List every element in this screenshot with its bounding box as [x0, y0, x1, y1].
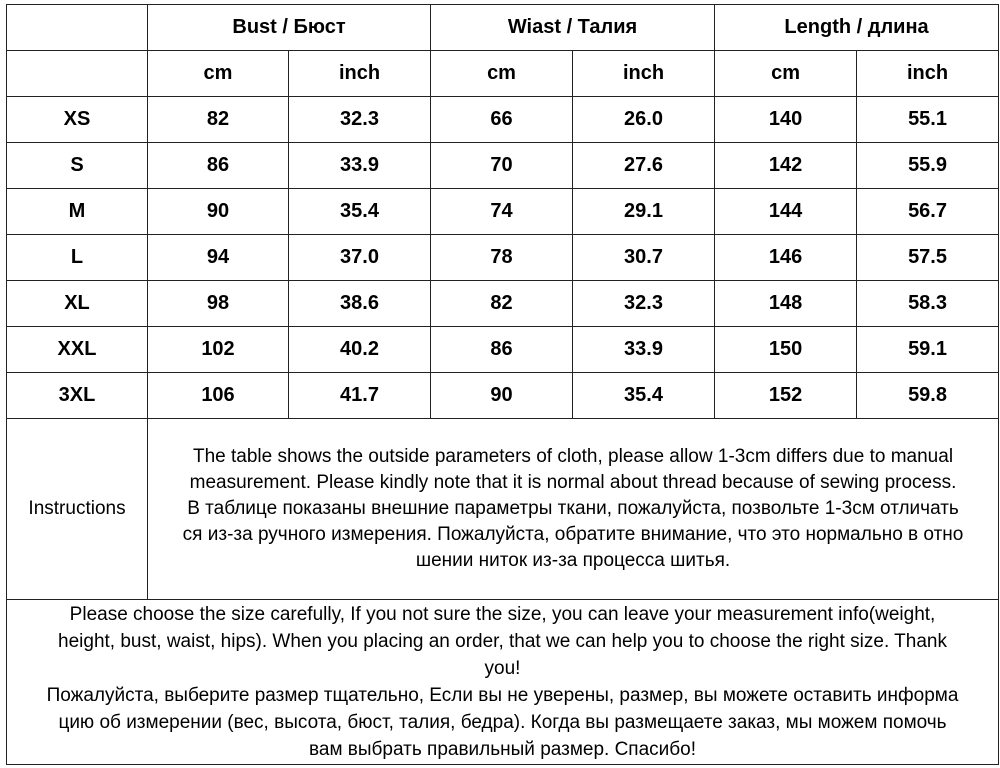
size-label: L: [7, 235, 148, 281]
bust-cm-cell: 98: [148, 281, 289, 327]
bust-cm-cell: 94: [148, 235, 289, 281]
waist-cm-cell: 82: [431, 281, 573, 327]
length-inch-cell: 58.3: [857, 281, 999, 327]
size-label: XL: [7, 281, 148, 327]
waist-inch-cell: 35.4: [573, 373, 715, 419]
instructions-line: В таблице показаны внешние параметры ткани, пожалуйста, позвольте 1-3см отличать: [187, 498, 959, 519]
bust-cm-cell: 82: [148, 97, 289, 143]
waist-inch-cell: 33.9: [573, 327, 715, 373]
waist-inch-cell: 29.1: [573, 189, 715, 235]
size-row: [7, 327, 999, 373]
length-cm-cell: 144: [715, 189, 857, 235]
note-line: Пожалуйста, выберите размер тщательно, Если вы не уверены, размер, вы можете оставить информа: [46, 685, 959, 706]
unit-corner-cell: [7, 51, 148, 97]
length-cm-cell: 148: [715, 281, 857, 327]
size-label: M: [7, 189, 148, 235]
note-line: вам выбрать правильный размер. Спасибо!: [309, 739, 696, 760]
bust-inch-header: inch: [289, 51, 431, 97]
length-inch-cell: 57.5: [857, 235, 999, 281]
size-rows: [7, 97, 999, 419]
length-inch-header: inch: [857, 51, 999, 97]
length-cm-cell: 140: [715, 97, 857, 143]
bust-inch-cell: 41.7: [289, 373, 431, 419]
size-chart-table: [6, 4, 999, 765]
bust-inch-cell: 32.3: [289, 97, 431, 143]
waist-inch-cell: 30.7: [573, 235, 715, 281]
instructions-line: measurement. Please kindly note that it is normal about thread because of sewing process.: [189, 472, 957, 493]
note-line: you!: [484, 658, 521, 679]
note-line: цию об измерении (вес, высота, бюст, талия, бедра). Когда вы размещаете заказ, мы можем помочь: [58, 712, 947, 733]
length-cm-cell: 146: [715, 235, 857, 281]
instructions-line: The table shows the outside parameters of cloth, please allow 1-3cm differs due to manual: [192, 446, 954, 467]
waist-inch-cell: 26.0: [573, 97, 715, 143]
waist-inch-cell: 27.6: [573, 143, 715, 189]
bust-cm-cell: 106: [148, 373, 289, 419]
bust-inch-cell: 33.9: [289, 143, 431, 189]
bust-inch-cell: 35.4: [289, 189, 431, 235]
instructions-label: Instructions: [7, 419, 148, 600]
corner-cell: [7, 5, 148, 51]
length-inch-cell: 55.1: [857, 97, 999, 143]
waist-cm-cell: 86: [431, 327, 573, 373]
note-row: [7, 600, 999, 765]
size-row: [7, 189, 999, 235]
waist-inch-cell: 32.3: [573, 281, 715, 327]
size-label: XXL: [7, 327, 148, 373]
waist-inch-header: inch: [573, 51, 715, 97]
bust-inch-cell: 38.6: [289, 281, 431, 327]
length-inch-cell: 59.8: [857, 373, 999, 419]
length-cm-cell: 142: [715, 143, 857, 189]
size-row: [7, 281, 999, 327]
bust-cm-header: cm: [148, 51, 289, 97]
length-cm-cell: 152: [715, 373, 857, 419]
bust-cm-cell: 90: [148, 189, 289, 235]
size-row: [7, 235, 999, 281]
instructions-text: [148, 419, 999, 600]
note-line: Please choose the size carefully, If you not sure the size, you can leave your measurement info(weight,: [69, 604, 936, 625]
waist-cm-header: cm: [431, 51, 573, 97]
size-row: [7, 143, 999, 189]
size-row: [7, 97, 999, 143]
bust-cm-cell: 102: [148, 327, 289, 373]
length-cm-cell: 150: [715, 327, 857, 373]
instructions-line: ся из-за ручного измерения. Пожалуйста, обратите внимание, что это нормально в отно: [182, 524, 964, 545]
waist-cm-cell: 70: [431, 143, 573, 189]
waist-cm-cell: 78: [431, 235, 573, 281]
length-inch-cell: 55.9: [857, 143, 999, 189]
size-label: S: [7, 143, 148, 189]
waist-cm-cell: 90: [431, 373, 573, 419]
waist-header: Wiast / Талия: [431, 5, 715, 51]
size-row: [7, 373, 999, 419]
waist-cm-cell: 66: [431, 97, 573, 143]
unit-row: [7, 51, 999, 97]
bust-inch-cell: 40.2: [289, 327, 431, 373]
length-inch-cell: 59.1: [857, 327, 999, 373]
instructions-line: шении ниток из-за процесса шитья.: [415, 550, 731, 571]
size-label: 3XL: [7, 373, 148, 419]
length-header: Length / длина: [715, 5, 999, 51]
bust-cm-cell: 86: [148, 143, 289, 189]
bust-inch-cell: 37.0: [289, 235, 431, 281]
length-cm-header: cm: [715, 51, 857, 97]
bust-header: Bust / Бюст: [148, 5, 431, 51]
size-advice-note: [7, 600, 999, 765]
waist-cm-cell: 74: [431, 189, 573, 235]
note-line: height, bust, waist, hips). When you placing an order, that we can help you to choose the right size. Thank: [58, 631, 947, 652]
length-inch-cell: 56.7: [857, 189, 999, 235]
size-label: XS: [7, 97, 148, 143]
instructions-row: [7, 419, 999, 600]
header-row: [7, 5, 999, 51]
